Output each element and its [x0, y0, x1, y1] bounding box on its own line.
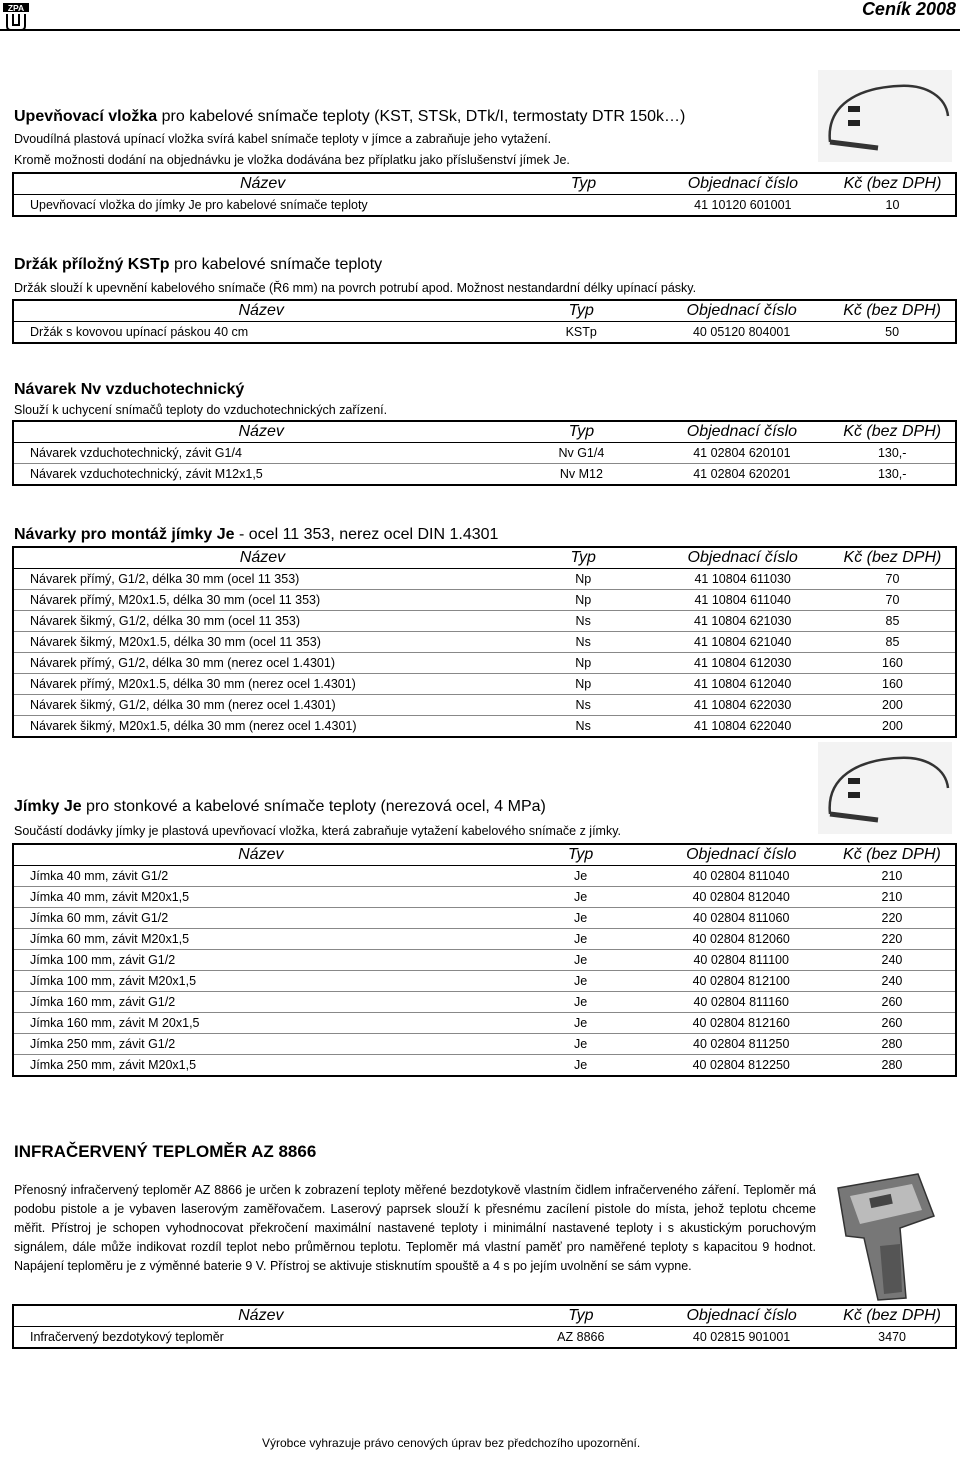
table-row	[13, 716, 956, 738]
price-table	[12, 843, 957, 1077]
cell-nazev: Jímka 100 mm, závit G1/2	[13, 950, 508, 971]
cell-nazev: Infračervený bezdotykový teploměr	[30, 1330, 224, 1344]
footer-note: Výrobce vyhrazuje právo cenových úprav bez předchozího upozornění.	[262, 1436, 641, 1450]
cell-typ: Je	[508, 971, 654, 992]
cell-nazev: Jímka 60 mm, závit G1/2	[13, 908, 508, 929]
cell-objednaci: 41 10120 601001	[694, 198, 792, 212]
section-title: Upevňovací vložka pro kabelové snímače teploty (KST, STSk, DTk/I, termostaty DTR 150k…)	[14, 108, 686, 125]
cell-nazev: Návarek šikmý, G1/2, délka 30 mm (ocel 11 353)	[13, 611, 511, 632]
section-description: Dvoudílná plastová upínací vložka svírá kabel snímače teploty v jímce a zabraňuje jeho vytažení.	[14, 132, 552, 146]
sensor-cable-photo	[818, 70, 952, 162]
cell-nazev: Jímka 40 mm, závit G1/2	[13, 866, 508, 887]
price-table	[12, 1304, 957, 1349]
cell-objednaci: 41 10804 622030	[655, 695, 829, 716]
infrared-thermometer-photo	[830, 1166, 940, 1304]
cell-kc: 210	[829, 866, 956, 887]
cell-nazev: Jímka 160 mm, závit G1/2	[13, 992, 508, 1013]
table-row	[13, 1055, 956, 1077]
svg-text:ZPA: ZPA	[7, 3, 25, 13]
table-row	[13, 866, 956, 887]
cell-typ: Nv M12	[559, 467, 603, 481]
table-row	[13, 1013, 956, 1034]
cell-objednaci: 41 10804 611040	[655, 590, 829, 611]
cell-typ: Np	[511, 590, 656, 611]
cell-kc: 280	[881, 1058, 903, 1072]
cell-kc: 240	[829, 971, 956, 992]
cell-kc: 50	[885, 325, 900, 339]
table-row	[13, 971, 956, 992]
header-kc: Kč (bez DPH)	[829, 844, 956, 866]
cell-typ: Nv G1/4	[508, 443, 654, 464]
cell-typ: KSTp	[565, 325, 597, 339]
header-kc: Kč (bez DPH)	[829, 421, 956, 443]
cell-nazev: Návarek přímý, M20x1.5, délka 30 mm (ocel 11 353)	[13, 590, 511, 611]
cell-kc: 85	[830, 632, 956, 653]
cell-objednaci: 41 10804 621030	[655, 611, 829, 632]
price-table	[12, 299, 957, 344]
header-typ: Typ	[508, 300, 654, 322]
header-objednaci: Objednací číslo	[654, 1305, 829, 1327]
section-title: Jímky Je pro stonkové a kabelové snímače teploty (nerezová ocel, 4 MPa)	[14, 798, 546, 815]
table-row	[13, 1034, 956, 1055]
cell-typ: Ns	[511, 695, 656, 716]
table-row	[13, 929, 956, 950]
product-description: Přenosný infračervený teploměr AZ 8866 je určen k zobrazení teploty měřené bezdotykově vlastním čidlem infračerveného záření. Teploměr má podobu pistole a je vybaven laserovým zaměřovačem. Laserový paprsek slouží k přesnému zacílení pistole do místa, jehož teplotu chceme měřit. Přístroj je schopen vyhodnocovat překročení maximální nastavené teploty i minimální nastavené teploty i s akustickým poruchovým signálem, dále může indikovat rozdíl teplot nebo průměrnou teplotu. Teploměr má vlastní paměť pro naměřené teploty s kapacitou 9 hodnot. Napájení teploměru je z výměnné baterie 9 V. Přístroj se aktivuje stisknutím spouště a 4 s po jejím uvolnění se sám vypne.	[14, 1183, 816, 1273]
cell-nazev: Jímka 160 mm, závit M 20x1,5	[13, 1013, 508, 1034]
cell-nazev: Návarek šikmý, M20x1.5, délka 30 mm (ocel 11 353)	[13, 632, 511, 653]
cell-objednaci: 41 10804 621040	[655, 632, 829, 653]
cell-objednaci: 40 02804 812160	[654, 1013, 829, 1034]
cell-objednaci: 41 10804 612040	[655, 674, 829, 695]
cell-objednaci: 41 10804 622040	[694, 719, 792, 733]
cell-typ	[511, 195, 655, 217]
cell-kc: 70	[830, 569, 956, 590]
cell-kc: 260	[829, 1013, 956, 1034]
cell-typ: Je	[573, 1058, 588, 1072]
header-nazev: Název	[13, 547, 511, 569]
cell-objednaci: 40 02804 812040	[654, 887, 829, 908]
cell-nazev: Návarek šikmý, M20x1.5, délka 30 mm (nerez ocel 1.4301)	[30, 719, 357, 733]
cell-nazev: Návarek přímý, G1/2, délka 30 mm (ocel 11 353)	[13, 569, 511, 590]
cell-objednaci: 40 02804 811040	[654, 866, 829, 887]
cell-typ: Je	[508, 908, 654, 929]
cell-kc: 260	[829, 992, 956, 1013]
table-row	[13, 195, 956, 217]
cell-objednaci: 40 02804 812250	[692, 1058, 790, 1072]
sensor-cable-photo	[818, 742, 952, 834]
header-typ: Typ	[508, 1305, 654, 1327]
cell-objednaci: 40 02804 811250	[654, 1034, 829, 1055]
header-objednaci: Objednací číslo	[654, 300, 829, 322]
header-nazev: Název	[13, 173, 511, 195]
cell-kc: 10	[885, 198, 900, 212]
cell-objednaci: 40 05120 804001	[692, 325, 791, 339]
cell-nazev: Návarek vzduchotechnický, závit M12x1,5	[30, 467, 263, 481]
section-title: INFRAČERVENÝ TEPLOMĚR AZ 8866	[14, 1142, 317, 1161]
cell-nazev: Jímka 100 mm, závit M20x1,5	[13, 971, 508, 992]
header-typ: Typ	[508, 421, 654, 443]
cell-kc: 130,-	[877, 467, 907, 481]
header-typ: Typ	[508, 844, 654, 866]
cell-typ: Ns	[511, 632, 656, 653]
cell-kc: 200	[882, 719, 903, 733]
section-title: Držák příložný KSTp pro kabelové snímače teploty	[14, 256, 383, 273]
header-typ: Typ	[511, 547, 656, 569]
cell-typ: Je	[508, 1034, 654, 1055]
table-row	[13, 992, 956, 1013]
cell-objednaci: 41 02804 620201	[693, 467, 791, 481]
cell-typ: Np	[511, 569, 656, 590]
table-row	[13, 674, 956, 695]
price-table	[12, 172, 957, 217]
cell-nazev: Návarek vzduchotechnický, závit G1/4	[13, 443, 508, 464]
cell-objednaci: 40 02815 901001	[692, 1330, 791, 1344]
header-nazev: Název	[13, 421, 508, 443]
cell-typ: Ns	[511, 611, 656, 632]
cell-nazev: Jímka 250 mm, závit G1/2	[13, 1034, 508, 1055]
cell-typ: Np	[511, 674, 656, 695]
price-table	[12, 420, 957, 486]
zpa-logo	[2, 2, 30, 32]
table-row	[13, 887, 956, 908]
cell-objednaci: 41 10804 612030	[655, 653, 829, 674]
table-row	[13, 950, 956, 971]
cell-objednaci: 40 02804 811160	[654, 992, 829, 1013]
table-row	[13, 569, 956, 590]
cell-kc: 210	[829, 887, 956, 908]
cell-typ: Je	[508, 929, 654, 950]
section-description: Držák slouží k upevnění kabelového snímače (Ř6 mm) na povrch potrubí apod. Možnost nestandardní délky upínací pásky.	[14, 281, 697, 295]
cell-nazev: Návarek šikmý, G1/2, délka 30 mm (nerez ocel 1.4301)	[13, 695, 511, 716]
table-row	[13, 590, 956, 611]
cell-objednaci: 40 02804 811060	[654, 908, 829, 929]
header-objednaci: Objednací číslo	[655, 547, 829, 569]
cell-kc: 85	[830, 611, 956, 632]
header-kc: Kč (bez DPH)	[830, 547, 956, 569]
cell-typ: AZ 8866	[557, 1330, 605, 1344]
cell-nazev: Jímka 250 mm, závit M20x1,5	[30, 1058, 197, 1072]
cell-nazev: Jímka 60 mm, závit M20x1,5	[13, 929, 508, 950]
cell-kc: 70	[830, 590, 956, 611]
section-title: Návarek Nv vzduchotechnický	[14, 381, 245, 398]
price-table	[12, 546, 957, 738]
cell-kc: 240	[829, 950, 956, 971]
cell-kc: 220	[829, 908, 956, 929]
cell-objednaci: 40 02804 812060	[654, 929, 829, 950]
header-kc: Kč (bez DPH)	[829, 1305, 956, 1327]
table-row	[13, 464, 956, 486]
table-row	[13, 1327, 956, 1349]
cell-kc: 160	[830, 674, 956, 695]
cell-objednaci: 40 02804 811100	[654, 950, 829, 971]
section-description: Součástí dodávky jímky je plastová upevňovací vložka, která zabraňuje vytažení kabelového snímače z jímky.	[14, 824, 622, 838]
cell-kc: 220	[829, 929, 956, 950]
section-description: Slouží k uchycení snímačů teploty do vzduchotechnických zařízení.	[14, 403, 388, 417]
cell-typ: Je	[508, 887, 654, 908]
cell-typ: Np	[511, 653, 656, 674]
cell-typ: Je	[508, 1013, 654, 1034]
header-typ: Typ	[511, 173, 655, 195]
header-nazev: Název	[13, 844, 508, 866]
table-row	[13, 653, 956, 674]
cell-typ: Je	[508, 992, 654, 1013]
header-kc: Kč (bez DPH)	[829, 300, 956, 322]
cell-typ: Je	[508, 866, 654, 887]
table-row	[13, 695, 956, 716]
cell-kc: 280	[829, 1034, 956, 1055]
cell-kc: 200	[830, 695, 956, 716]
header-divider	[0, 29, 960, 31]
cell-nazev: Návarek přímý, M20x1.5, délka 30 mm (nerez ocel 1.4301)	[13, 674, 511, 695]
table-row	[13, 443, 956, 464]
header-nazev: Název	[13, 1305, 508, 1327]
cell-objednaci: 41 02804 620101	[654, 443, 829, 464]
table-row	[13, 632, 956, 653]
header-objednaci: Objednací číslo	[656, 173, 830, 195]
cell-nazev: Návarek přímý, G1/2, délka 30 mm (nerez ocel 1.4301)	[13, 653, 511, 674]
cell-kc: 130,-	[829, 443, 956, 464]
table-row	[13, 322, 956, 344]
table-row	[13, 908, 956, 929]
header-objednaci: Objednací číslo	[654, 421, 829, 443]
page-title: Ceník 2008	[861, 0, 956, 19]
cell-typ: Je	[508, 950, 654, 971]
section-description: Kromě možnosti dodání na objednávku je vložka dodávána bez příplatku jako příslušenství jímek Je.	[14, 153, 570, 167]
cell-nazev: Upevňovací vložka do jímky Je pro kabelové snímače teploty	[30, 198, 368, 212]
header-nazev: Název	[13, 300, 508, 322]
cell-objednaci: 40 02804 812100	[654, 971, 829, 992]
section-title: Návarky pro montáž jímky Je - ocel 11 353, nerez ocel DIN 1.4301	[14, 526, 499, 543]
table-row	[13, 611, 956, 632]
cell-kc: 160	[830, 653, 956, 674]
header-objednaci: Objednací číslo	[654, 844, 829, 866]
cell-nazev: Držák s kovovou upínací páskou 40 cm	[30, 325, 249, 339]
cell-objednaci: 41 10804 611030	[655, 569, 829, 590]
cell-kc: 3470	[878, 1330, 906, 1344]
cell-nazev: Jímka 40 mm, závit M20x1,5	[13, 887, 508, 908]
cell-typ: Ns	[575, 719, 591, 733]
header-kc: Kč (bez DPH)	[830, 173, 956, 195]
